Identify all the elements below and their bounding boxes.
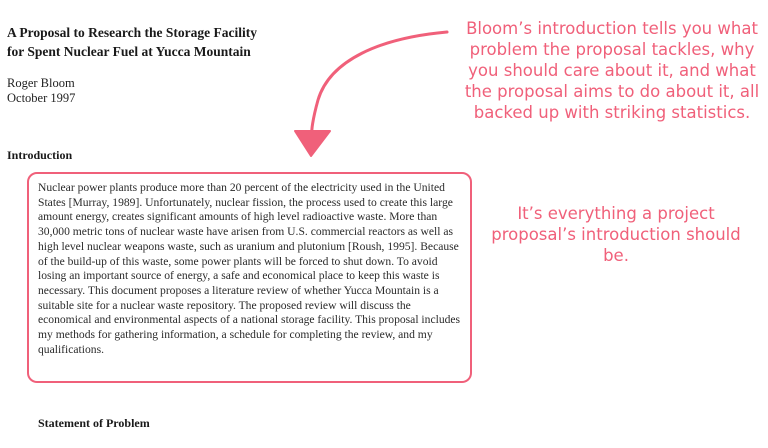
introduction-highlight-box	[27, 172, 472, 383]
annotation-conclusion: It’s everything a project proposal’s introduction should be.	[491, 204, 741, 265]
title-line-1: A Proposal to Research the Storage Facility	[7, 25, 257, 40]
title-line-2: for Spent Nuclear Fuel at Yucca Mountain	[7, 44, 251, 59]
introduction-body: Nuclear power plants produce more than 20 percent of the electricity used in the United States [Murray, 1989]. Unfortunately, nuclear fission, the process used to create this large amount energy, creates significant amounts of high level radioactive waste. More than 30,000 metric tons of nuclear waste have arisen from U.S. commercial reactors as well as high level nuclear weapons waste, such as uranium and plutonium [Roush, 1995]. Because of the build-up of this waste, some power plants will be forced to shut down. To avoid losing an important source of energy, a safe and economical place to keep this waste is necessary. This document proposes a literature review of whether Yucca Mountain is a suitable site for a nuclear waste repository. The proposed review will discuss the economical and environmental aspects of a national storage facility. This proposal includes my methods for gathering information, a schedule for completing the review, and my qualifications.	[38, 181, 461, 356]
document-date: October 1997	[7, 91, 76, 105]
annotation-callout: Bloom’s introduction tells you what problem the proposal tackles, why you should care about it, and what the proposal aims to do about it, all backed up with striking statistics.	[464, 19, 760, 122]
statement-of-problem-heading: Statement of Problem	[38, 416, 150, 430]
document-title	[7, 23, 367, 61]
introduction-heading: Introduction	[7, 148, 73, 162]
author-name: Roger Bloom	[7, 76, 75, 90]
